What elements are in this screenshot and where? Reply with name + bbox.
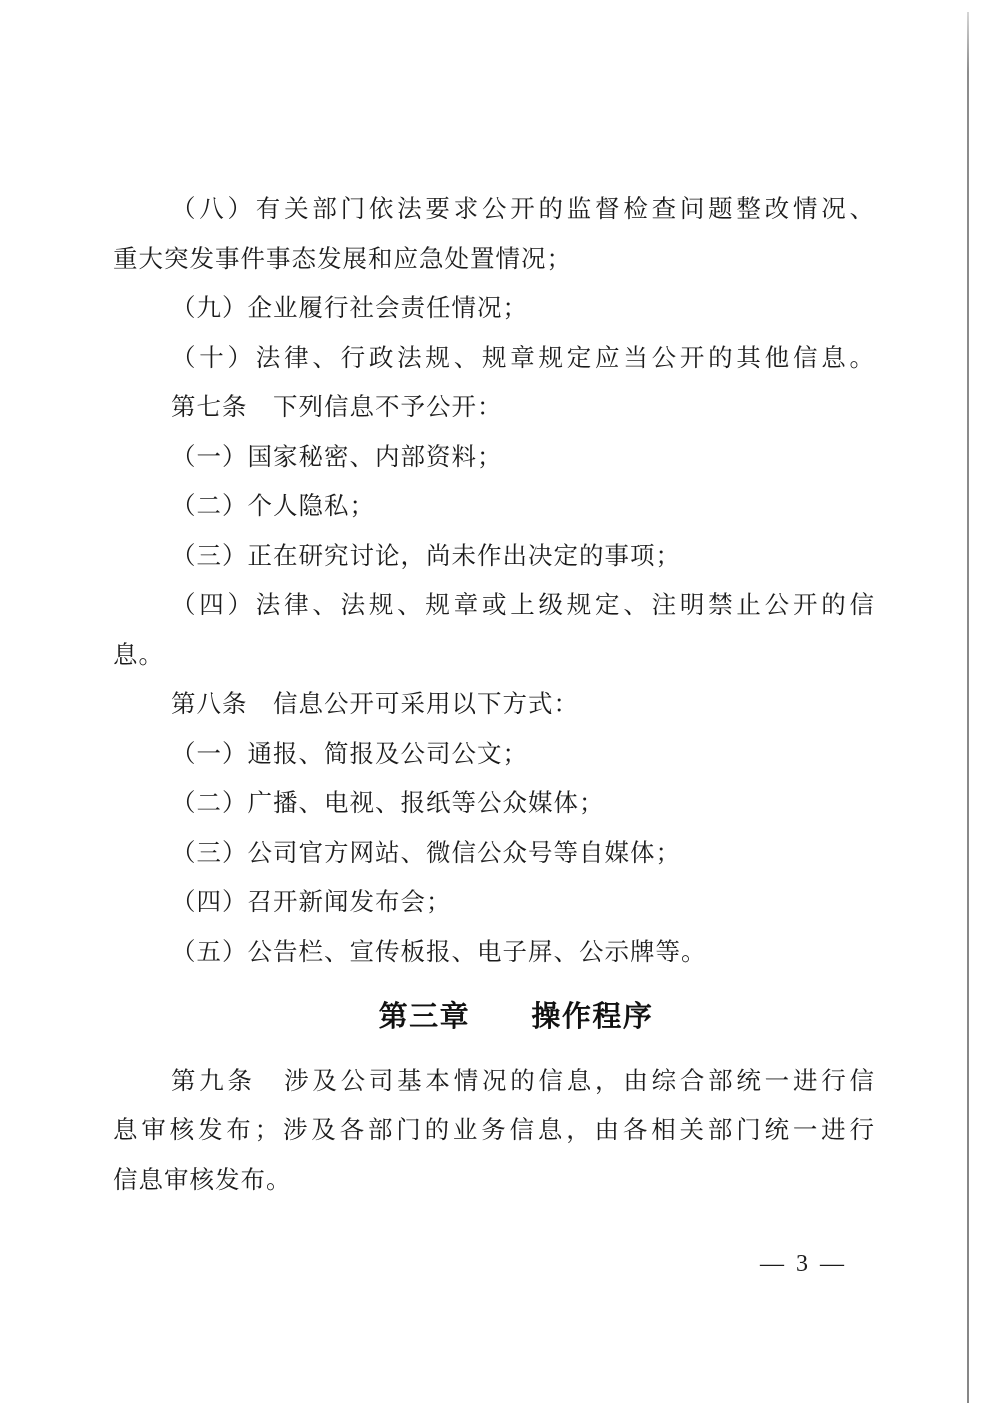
body-line: （二）个人隐私； (171, 493, 375, 520)
body-line: 息审核发布；涉及各部门的业务信息，由各相关部门统一进行 (113, 1117, 875, 1144)
document-body (113, 185, 875, 1205)
chapter-number: 第三章 (378, 1001, 471, 1033)
body-line: （一）通报、简报及公司公文； (171, 740, 528, 768)
body-line: （十）法律、行政法规、规章规定应当公开的其他信息。 (171, 344, 875, 372)
article-8-heading-line: 第八条 信息公开可采用以下方式： (171, 691, 579, 718)
body-line: （三）正在研究讨论，尚未作出决定的事项； (171, 542, 681, 570)
article-7-heading-line: 第七条 下列信息不予公开： (171, 394, 503, 421)
body-line: 信息审核发布。 (113, 1166, 292, 1194)
body-line: 息。 (113, 641, 164, 669)
chapter-title: 操作程序 (531, 1001, 654, 1033)
body-line: （五）公告栏、宣传板报、电子屏、公示牌等。 (171, 938, 707, 966)
page-number: — 3 — (760, 1251, 847, 1277)
body-line: （二）广播、电视、报纸等公众媒体； (171, 790, 605, 817)
body-line: （三）公司官方网站、微信公众号等自媒体； (171, 839, 681, 867)
body-line: （四）法律、法规、规章或上级规定、注明禁止公开的信 (171, 592, 875, 619)
article-9-heading-line: 第九条 涉及公司基本情况的信息，由综合部统一进行信 (171, 1067, 875, 1095)
scan-artifact-line (967, 12, 969, 1403)
body-line: （八）有关部门依法要求公开的监督检查问题整改情况、 (171, 196, 875, 223)
body-line: （四）召开新闻发布会； (171, 889, 452, 916)
body-line: 重大突发事件事态发展和应急处置情况； (113, 245, 572, 273)
body-line: （一）国家秘密、内部资料； (171, 443, 503, 471)
body-line: （九）企业履行社会责任情况； (171, 295, 528, 322)
chapter-heading (135, 993, 897, 1043)
